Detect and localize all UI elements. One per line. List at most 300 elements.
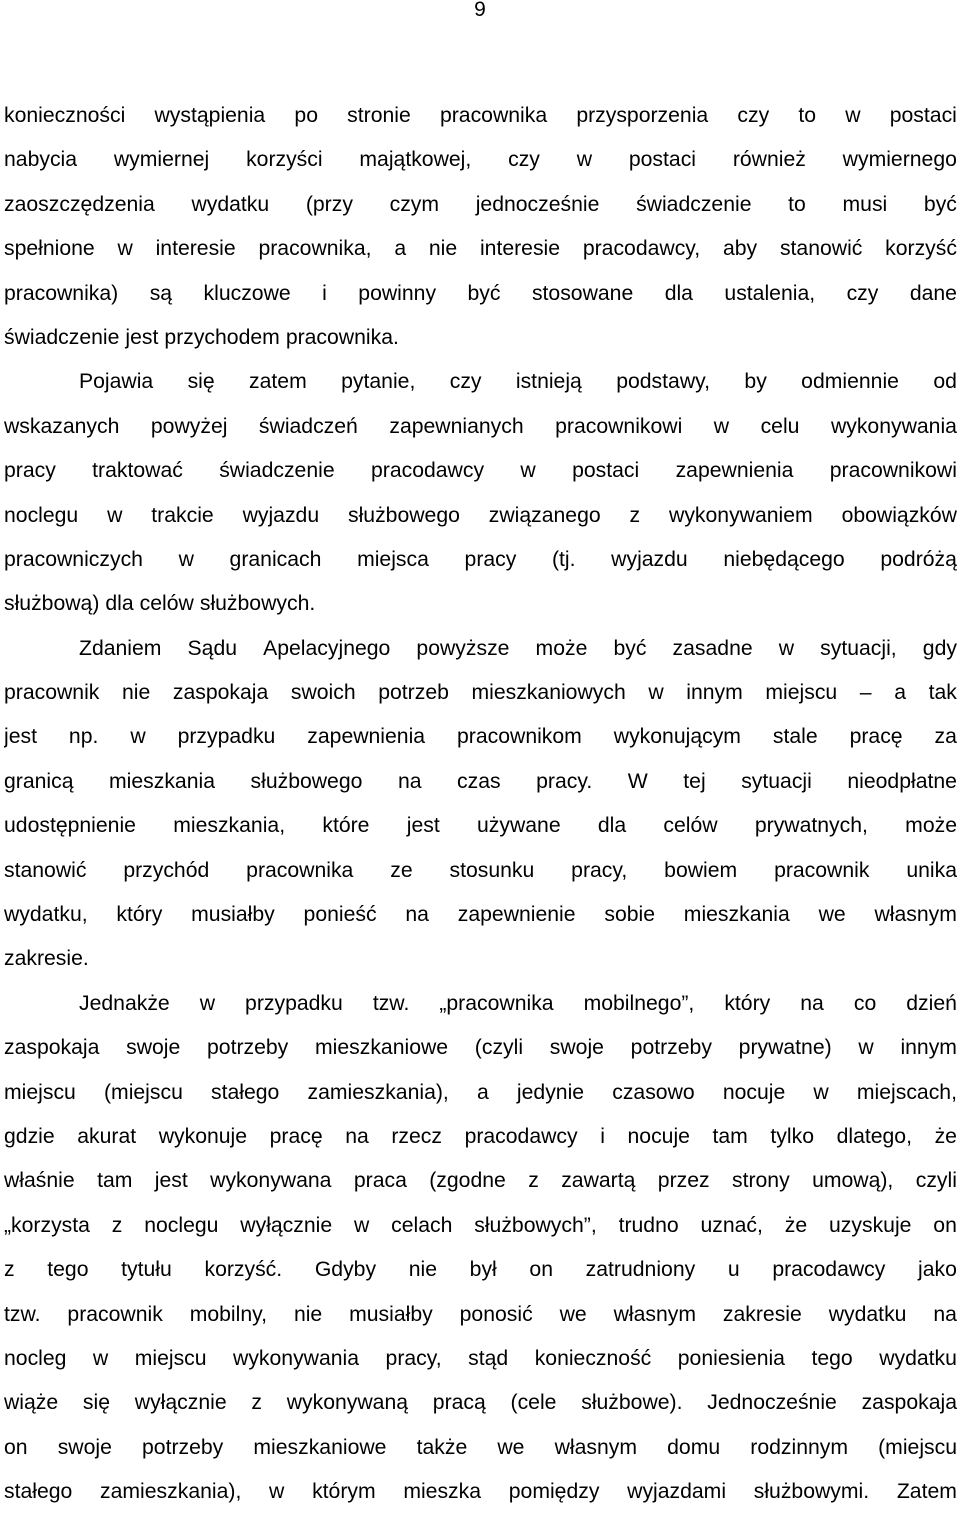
text-line: [4, 715, 957, 759]
word: mieszkania: [109, 769, 215, 793]
word: czasowo: [612, 1080, 695, 1104]
word: mobilny,: [189, 1302, 268, 1326]
word: (przy: [305, 192, 353, 216]
word: może: [535, 636, 588, 660]
word: mobilnego”,: [583, 991, 695, 1015]
word: pracownikom: [457, 725, 582, 749]
word: pracownika,: [258, 237, 372, 261]
word: i: [600, 1124, 605, 1148]
word: stąd: [468, 1346, 509, 1370]
word: podróżą: [880, 547, 957, 571]
word: jedynie: [516, 1080, 585, 1104]
word: tam: [97, 1169, 133, 1193]
word: w: [130, 725, 146, 749]
word: powinny: [358, 281, 437, 305]
word: być: [923, 192, 957, 216]
word: ustalenia,: [724, 281, 816, 305]
word: uznać,: [700, 1213, 763, 1237]
word: bowiem: [664, 858, 738, 882]
word: wykonywania: [233, 1346, 360, 1370]
word: trudno: [618, 1213, 679, 1237]
word: pytanie,: [341, 370, 416, 394]
word: wyjazdu: [242, 503, 320, 527]
text-line: [4, 849, 957, 893]
text-line: [4, 538, 957, 582]
word: czas: [457, 769, 501, 793]
word: z: [629, 503, 641, 527]
word: własnym: [613, 1302, 696, 1326]
word: (miejscu: [103, 1080, 183, 1104]
word: wydatku: [879, 1346, 957, 1370]
word: udostępnienie: [4, 814, 136, 838]
word: wymiernego: [842, 148, 957, 172]
text-line: [4, 94, 957, 138]
word: od: [933, 370, 957, 394]
word: czy: [508, 148, 540, 172]
text-line: [4, 982, 957, 1026]
word: prywatne): [738, 1036, 832, 1060]
word: rzecz: [391, 1124, 442, 1148]
word: nocuje: [722, 1080, 786, 1104]
word: był: [469, 1258, 497, 1282]
word: np.: [68, 725, 99, 749]
word: pracownikowi: [829, 459, 957, 483]
word: używane: [476, 814, 561, 838]
word: dla: [597, 814, 627, 838]
word: (cele: [510, 1391, 557, 1415]
word: jest: [406, 814, 440, 838]
word: wystąpienia: [154, 104, 266, 127]
word: swoich: [290, 681, 356, 705]
word: prywatnych,: [754, 814, 868, 838]
word: nocleg: [4, 1346, 67, 1370]
word: Gdyby: [314, 1258, 377, 1282]
word: zakresie.: [4, 947, 89, 971]
word: który: [724, 991, 771, 1015]
word: akurat: [77, 1124, 137, 1148]
word: nie: [121, 681, 151, 705]
word: wydatku: [191, 192, 270, 216]
text-line: [4, 671, 957, 715]
word: pracę: [849, 725, 903, 749]
word: wskazanych: [4, 414, 120, 438]
word: tylko: [770, 1124, 814, 1148]
word: stosunku: [449, 858, 535, 882]
word: jest: [154, 1169, 188, 1193]
word: w: [117, 237, 133, 261]
word: postaci: [628, 148, 696, 172]
word: Zdaniem: [79, 636, 162, 660]
text-line: [4, 1204, 957, 1248]
word: w: [713, 414, 730, 438]
word: może: [905, 814, 957, 838]
word: świadczenie: [636, 192, 752, 216]
word: potrzeby: [142, 1435, 224, 1459]
word: na: [345, 1124, 369, 1148]
word: „pracownika: [439, 991, 554, 1015]
word: strony: [731, 1169, 790, 1193]
word: przychodem: [164, 325, 280, 349]
word: pracodawcy: [370, 459, 485, 483]
word: w: [269, 1480, 285, 1504]
word: w: [107, 503, 123, 527]
word: pracy.: [536, 769, 593, 793]
word: służbowego: [347, 503, 460, 527]
text-line: [4, 405, 957, 449]
text-line: [4, 227, 957, 271]
word: w: [648, 681, 664, 705]
word: wiąże: [4, 1391, 59, 1415]
word: umową),: [812, 1169, 894, 1193]
word: tego: [811, 1346, 853, 1370]
word: wykonywaną: [286, 1391, 409, 1415]
text-line: [4, 272, 957, 316]
word: pracy: [464, 547, 517, 571]
word: zapewnienia: [307, 725, 426, 749]
word: granicą: [4, 769, 74, 793]
word: celach: [391, 1213, 453, 1237]
word: związanego: [488, 503, 601, 527]
page-number: 9: [474, 0, 486, 21]
word: nie: [408, 1258, 438, 1282]
word: gdzie: [4, 1124, 55, 1148]
word: w: [778, 636, 795, 660]
word: nocuje: [627, 1124, 690, 1148]
text-line: [4, 183, 957, 227]
word: innym: [900, 1036, 957, 1060]
word: pracownika.: [285, 325, 399, 349]
text-line: [4, 1426, 957, 1470]
word: służbowego: [250, 769, 363, 793]
word: który: [116, 903, 163, 927]
word: pomiędzy: [508, 1480, 600, 1504]
text-line: [4, 138, 957, 182]
text-line: [4, 1293, 957, 1337]
word: w: [845, 104, 861, 127]
word: również: [732, 148, 806, 172]
text-line: [4, 1159, 957, 1203]
word: w: [178, 547, 194, 571]
word: niebędącego: [723, 547, 845, 571]
word: własnym: [554, 1435, 638, 1459]
word: wykonywaniem: [669, 503, 813, 527]
word: na: [800, 991, 824, 1015]
word: pracowniczych: [4, 547, 143, 571]
word: na: [933, 1302, 957, 1326]
word: miejscu: [134, 1346, 207, 1370]
word: zaspokaja: [4, 1036, 100, 1060]
word: być: [467, 281, 501, 305]
word: we: [559, 1302, 587, 1326]
word: Apelacyjnego: [263, 636, 391, 660]
word: nie: [428, 237, 458, 261]
text-line: [4, 1248, 957, 1292]
word: to: [798, 104, 817, 127]
word: są: [149, 281, 173, 305]
word: co: [853, 991, 877, 1015]
word: pracodawcy: [772, 1258, 886, 1282]
word: w: [813, 1080, 829, 1104]
word: pracę: [269, 1124, 323, 1148]
word: domu: [667, 1435, 721, 1459]
word: wykonuje: [158, 1124, 248, 1148]
word: wykonywana: [210, 1169, 332, 1193]
word: zaspokaja: [861, 1391, 957, 1415]
word: sobie: [604, 903, 655, 927]
word: czym: [389, 192, 440, 216]
word: on: [4, 1435, 28, 1459]
text-line: [4, 316, 957, 360]
word: uzyskuje: [829, 1213, 912, 1237]
text-line: [4, 1071, 957, 1115]
word: rodzinnym: [750, 1435, 848, 1459]
word: by: [744, 370, 767, 394]
word: pracodawcy,: [582, 237, 701, 261]
word: zawartą: [561, 1169, 636, 1193]
word: istnieją: [515, 370, 582, 394]
word: zaoszczędzenia: [4, 192, 155, 216]
word: po: [294, 104, 318, 127]
word: unika: [906, 858, 957, 882]
word: innym: [686, 681, 743, 705]
text-line: [4, 1381, 957, 1425]
word: pracownik: [774, 858, 870, 882]
word: u: [727, 1258, 740, 1282]
word: stanowić: [4, 858, 87, 882]
word: dla: [105, 592, 134, 616]
word: z: [251, 1391, 262, 1415]
word: swoje: [549, 1036, 604, 1060]
word: pracodawcy: [464, 1124, 578, 1148]
word: miejscach,: [856, 1080, 957, 1104]
word: interesie: [479, 237, 561, 261]
word: stosowane: [531, 281, 634, 305]
word: powyższe: [416, 636, 510, 660]
word: celu: [760, 414, 800, 438]
word: on: [529, 1258, 553, 1282]
word: jest: [125, 325, 159, 349]
text-line: [4, 1337, 957, 1381]
word: ponosić: [459, 1302, 533, 1326]
word: (miejscu: [878, 1435, 957, 1459]
word: w: [199, 991, 216, 1015]
word: praca: [353, 1169, 407, 1193]
word: potrzeb: [378, 681, 449, 705]
word: na: [405, 903, 429, 927]
word: Jednakże: [79, 991, 170, 1015]
word: stale: [772, 725, 818, 749]
word: granicach: [229, 547, 322, 571]
word: wymiernej: [113, 148, 210, 172]
word: i: [322, 281, 327, 305]
word: które: [322, 814, 370, 838]
word: celów: [139, 592, 194, 616]
word: także: [416, 1435, 468, 1459]
word: konieczności: [4, 104, 126, 127]
word: odmiennie: [801, 370, 899, 394]
word: z: [4, 1258, 15, 1282]
word: podstawy,: [616, 370, 711, 394]
word: mieszkania,: [173, 814, 286, 838]
word: stronie: [347, 104, 411, 127]
word: wykonującym: [613, 725, 741, 749]
word: mieszkaniowe: [315, 1036, 449, 1060]
word: pracownika: [246, 858, 354, 882]
word: ze: [390, 858, 413, 882]
word: pracy,: [571, 858, 628, 882]
word: interesie: [155, 237, 236, 261]
word: jako: [918, 1258, 957, 1282]
word: nieodpłatne: [847, 769, 957, 793]
word: wyłącznie: [134, 1391, 227, 1415]
word: dla: [664, 281, 693, 305]
word: czy: [737, 104, 770, 127]
text-line: [4, 1026, 957, 1070]
word: potrzeby: [630, 1036, 712, 1060]
word: tam: [712, 1124, 748, 1148]
word: tzw.: [372, 991, 410, 1015]
word: za: [934, 725, 957, 749]
word: tzw.: [4, 1302, 41, 1326]
word: trakcie: [151, 503, 214, 527]
word: własnym: [874, 903, 957, 927]
word: wyjazdami: [627, 1480, 727, 1504]
word: a: [394, 237, 407, 261]
word: sytuacji: [741, 769, 812, 793]
word: dzień: [906, 991, 957, 1015]
word: w: [858, 1036, 874, 1060]
word: zapewnienie: [457, 903, 576, 927]
word: zamieszkania),: [100, 1480, 242, 1504]
word: świadczeń: [258, 414, 358, 438]
word: jednocześnie: [475, 192, 600, 216]
word: służbowe).: [581, 1391, 683, 1415]
word: (tj.: [551, 547, 576, 571]
word: powyżej: [150, 414, 228, 438]
word: spełnione: [4, 237, 95, 261]
document-body: [4, 94, 957, 1515]
word: przypadku: [177, 725, 276, 749]
word: kluczowe: [203, 281, 291, 305]
word: tytułu: [121, 1258, 172, 1282]
word: służbowych”,: [474, 1213, 597, 1237]
text-line: [4, 937, 957, 981]
word: w: [576, 148, 593, 172]
word: korzyść: [885, 237, 957, 261]
word: pracą: [432, 1391, 486, 1415]
word: a: [476, 1080, 489, 1104]
word: mieszkaniowych: [471, 681, 626, 705]
text-line: [4, 760, 957, 804]
word: we: [818, 903, 846, 927]
word: służbową): [4, 592, 100, 616]
word: traktować: [92, 459, 183, 483]
word: musi: [842, 192, 888, 216]
word: pracownika: [439, 104, 548, 127]
word: nie: [293, 1302, 323, 1326]
word: na: [397, 769, 422, 793]
word: swoje: [126, 1036, 181, 1060]
word: świadczenie: [219, 459, 335, 483]
word: noclegu: [144, 1213, 219, 1237]
word: korzyści: [246, 148, 323, 172]
word: ponieść: [303, 903, 377, 927]
word: postaci: [572, 459, 640, 483]
word: mieszka: [403, 1480, 482, 1504]
word: mieszkaniowe: [253, 1435, 387, 1459]
word: że: [784, 1213, 808, 1237]
word: (czyli: [474, 1036, 524, 1060]
text-line: [4, 494, 957, 538]
word: a: [894, 681, 906, 705]
word: postaci: [889, 104, 957, 127]
word: we: [497, 1435, 525, 1459]
word: pracownikowi: [555, 414, 683, 438]
word: zasadne: [672, 636, 753, 660]
word: wyłącznie: [240, 1213, 333, 1237]
word: służbowych.: [199, 592, 316, 616]
word: czy: [449, 370, 482, 394]
text-line: [4, 893, 957, 937]
word: służbowymi.: [753, 1480, 870, 1504]
word: pracownik: [4, 681, 100, 705]
word: zapewnienia: [675, 459, 794, 483]
word: korzyść.: [204, 1258, 283, 1282]
word: pracownika): [4, 281, 119, 305]
word: z: [111, 1213, 123, 1237]
word: miejscu: [4, 1080, 76, 1104]
word: świadczenie: [4, 325, 120, 349]
word: „korzysta: [4, 1213, 90, 1237]
word: przypadku: [245, 991, 343, 1015]
word: przez: [657, 1169, 710, 1193]
word: Sądu: [187, 636, 238, 660]
word: przychód: [123, 858, 210, 882]
word: w: [92, 1346, 109, 1370]
word: że: [934, 1124, 957, 1148]
text-line: [4, 360, 957, 404]
word: czyli: [915, 1169, 957, 1193]
word: gdy: [922, 636, 957, 660]
word: nabycia: [4, 148, 78, 172]
word: Jednocześnie: [707, 1391, 837, 1415]
word: zaspokaja: [172, 681, 269, 705]
word: celów: [663, 814, 718, 838]
word: wykonywania: [830, 414, 957, 438]
text-line: [4, 449, 957, 493]
word: noclegu: [4, 503, 79, 527]
word: zapewnianych: [389, 414, 524, 438]
word: sytuacji,: [820, 636, 897, 660]
text-line: [4, 804, 957, 848]
word: W: [627, 769, 648, 793]
word: aby: [722, 237, 758, 261]
word: się: [187, 370, 215, 394]
word: tego: [47, 1258, 89, 1282]
word: w: [354, 1213, 370, 1237]
word: musiałby: [191, 903, 275, 927]
word: wydatku: [828, 1302, 907, 1326]
word: zamieszkania),: [307, 1080, 449, 1104]
word: właśnie: [4, 1169, 75, 1193]
word: tak: [928, 681, 957, 705]
word: stanowić: [779, 237, 863, 261]
word: on: [933, 1213, 957, 1237]
word: jest: [4, 725, 37, 749]
word: stałego: [211, 1080, 280, 1104]
word: w: [520, 459, 536, 483]
word: wyjazdu: [611, 547, 688, 571]
